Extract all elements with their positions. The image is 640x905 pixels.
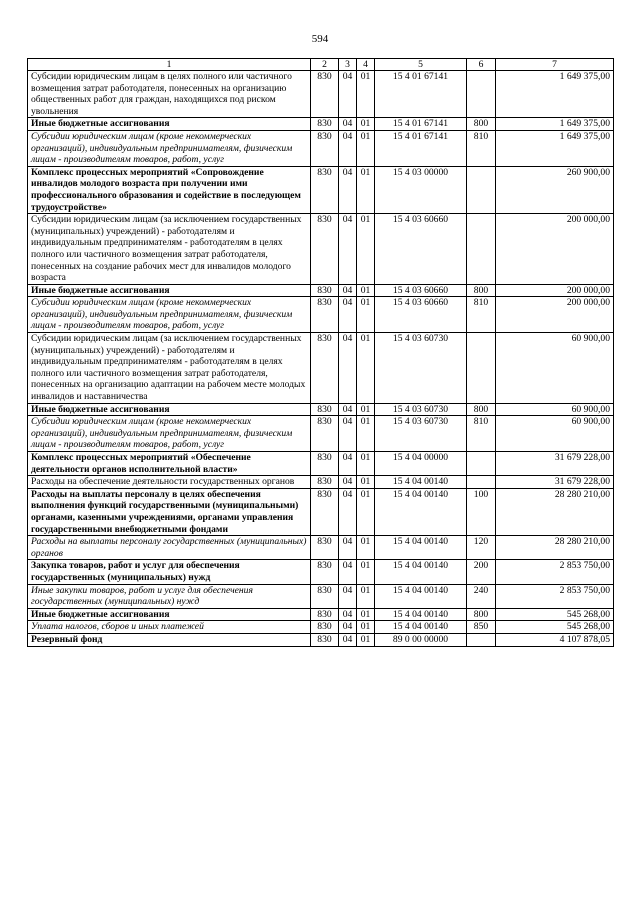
row-expense-type-cell: 810 xyxy=(467,416,496,452)
row-ministry-code-cell: 830 xyxy=(311,608,339,621)
row-name-cell: Иные бюджетные ассигнования xyxy=(28,403,311,416)
row-section-cell: 04 xyxy=(339,536,357,560)
row-amount-cell: 1 649 375,00 xyxy=(496,118,614,131)
table-row xyxy=(28,621,614,634)
row-amount-cell: 31 679 228,00 xyxy=(496,476,614,489)
row-target-article-cell: 15 4 03 60660 xyxy=(375,297,467,333)
row-ministry-code-cell: 830 xyxy=(311,621,339,634)
row-section-cell: 04 xyxy=(339,130,357,166)
row-ministry-code-cell: 830 xyxy=(311,333,339,404)
row-target-article-cell: 15 4 03 00000 xyxy=(375,166,467,213)
row-expense-type-cell: 810 xyxy=(467,297,496,333)
table-row xyxy=(28,584,614,608)
row-ministry-code-cell: 830 xyxy=(311,403,339,416)
table-row xyxy=(28,297,614,333)
table-row xyxy=(28,488,614,535)
row-amount-cell: 1 649 375,00 xyxy=(496,71,614,118)
table-row xyxy=(28,633,614,646)
row-subsection-cell: 01 xyxy=(357,536,375,560)
table-row xyxy=(28,130,614,166)
row-name-cell: Субсидии юридическим лицам (за исключением государственных (муниципальных) учреждений) - работодателям и индивидуальным предпринимателям - работодателям в целях полного или частичного возмещения затрат работодателя, понесенных на организацию адаптации на рабочем месте молодых инвалидов и наставничества xyxy=(28,333,311,404)
row-amount-cell: 60 900,00 xyxy=(496,416,614,452)
row-ministry-code-cell: 830 xyxy=(311,166,339,213)
row-subsection-cell: 01 xyxy=(357,297,375,333)
row-ministry-code-cell: 830 xyxy=(311,297,339,333)
row-section-cell: 04 xyxy=(339,333,357,404)
row-target-article-cell: 15 4 04 00140 xyxy=(375,560,467,584)
row-target-article-cell: 15 4 04 00140 xyxy=(375,621,467,634)
row-target-article-cell: 15 4 04 00140 xyxy=(375,488,467,535)
row-target-article-cell: 15 4 04 00140 xyxy=(375,608,467,621)
row-subsection-cell: 01 xyxy=(357,130,375,166)
row-amount-cell: 28 280 210,00 xyxy=(496,488,614,535)
row-section-cell: 04 xyxy=(339,403,357,416)
row-section-cell: 04 xyxy=(339,452,357,476)
row-section-cell: 04 xyxy=(339,488,357,535)
row-subsection-cell: 01 xyxy=(357,403,375,416)
row-name-cell: Иные закупки товаров, работ и услуг для обеспечения государственных (муниципальных) нужд xyxy=(28,584,311,608)
row-expense-type-cell xyxy=(467,71,496,118)
column-header-4: 4 xyxy=(357,59,375,71)
row-amount-cell: 545 268,00 xyxy=(496,621,614,634)
row-ministry-code-cell: 830 xyxy=(311,584,339,608)
row-ministry-code-cell: 830 xyxy=(311,488,339,535)
row-amount-cell: 4 107 878,05 xyxy=(496,633,614,646)
row-amount-cell: 2 853 750,00 xyxy=(496,584,614,608)
row-subsection-cell: 01 xyxy=(357,416,375,452)
row-subsection-cell: 01 xyxy=(357,333,375,404)
table-row xyxy=(28,536,614,560)
table-row xyxy=(28,608,614,621)
column-header-1: 1 xyxy=(28,59,311,71)
row-name-cell: Субсидии юридическим лицам (кроме некоммерческих организаций), индивидуальным предпринимателям, физическим лицам - производителям товаров, работ, услуг xyxy=(28,416,311,452)
row-subsection-cell: 01 xyxy=(357,633,375,646)
row-section-cell: 04 xyxy=(339,118,357,131)
row-target-article-cell: 89 0 00 00000 xyxy=(375,633,467,646)
table-body xyxy=(28,71,614,647)
row-amount-cell: 1 649 375,00 xyxy=(496,130,614,166)
row-name-cell: Субсидии юридическим лицам в целях полного или частичного возмещения затрат работодателя, понесенных на организацию общественных работ для граждан, находящихся под риском увольнения xyxy=(28,71,311,118)
row-target-article-cell: 15 4 04 00000 xyxy=(375,452,467,476)
row-section-cell: 04 xyxy=(339,214,357,285)
row-target-article-cell: 15 4 03 60660 xyxy=(375,284,467,297)
row-subsection-cell: 01 xyxy=(357,452,375,476)
row-name-cell: Уплата налогов, сборов и иных платежей xyxy=(28,621,311,634)
row-amount-cell: 200 000,00 xyxy=(496,284,614,297)
row-name-cell: Расходы на выплаты персоналу в целях обеспечения выполнения функций государственными (муниципальными) органами, казенными учреждениями, органами управления государственными внебюджетными фондами xyxy=(28,488,311,535)
row-name-cell: Субсидии юридическим лицам (кроме некоммерческих организаций), индивидуальным предпринимателям, физическим лицам - производителям товаров, работ, услуг xyxy=(28,297,311,333)
row-section-cell: 04 xyxy=(339,166,357,213)
row-target-article-cell: 15 4 03 60730 xyxy=(375,333,467,404)
row-amount-cell: 60 900,00 xyxy=(496,333,614,404)
row-section-cell: 04 xyxy=(339,71,357,118)
column-header-2: 2 xyxy=(311,59,339,71)
row-subsection-cell: 01 xyxy=(357,166,375,213)
row-subsection-cell: 01 xyxy=(357,560,375,584)
row-ministry-code-cell: 830 xyxy=(311,476,339,489)
table-row xyxy=(28,560,614,584)
row-subsection-cell: 01 xyxy=(357,71,375,118)
row-section-cell: 04 xyxy=(339,584,357,608)
row-target-article-cell: 15 4 04 00140 xyxy=(375,536,467,560)
row-expense-type-cell xyxy=(467,476,496,489)
row-name-cell: Иные бюджетные ассигнования xyxy=(28,284,311,297)
row-section-cell: 04 xyxy=(339,476,357,489)
table-row xyxy=(28,403,614,416)
row-section-cell: 04 xyxy=(339,297,357,333)
row-subsection-cell: 01 xyxy=(357,584,375,608)
row-amount-cell: 2 853 750,00 xyxy=(496,560,614,584)
row-amount-cell: 545 268,00 xyxy=(496,608,614,621)
row-subsection-cell: 01 xyxy=(357,284,375,297)
row-expense-type-cell: 200 xyxy=(467,560,496,584)
table-row xyxy=(28,284,614,297)
row-section-cell: 04 xyxy=(339,633,357,646)
row-expense-type-cell xyxy=(467,166,496,213)
row-name-cell: Субсидии юридическим лицам (кроме некоммерческих организаций), индивидуальным предпринимателям, физическим лицам - производителям товаров, работ, услуг xyxy=(28,130,311,166)
row-ministry-code-cell: 830 xyxy=(311,536,339,560)
row-expense-type-cell: 120 xyxy=(467,536,496,560)
row-target-article-cell: 15 4 04 00140 xyxy=(375,476,467,489)
row-expense-type-cell: 810 xyxy=(467,130,496,166)
page-number: 594 xyxy=(311,33,329,45)
row-target-article-cell: 15 4 03 60730 xyxy=(375,416,467,452)
row-expense-type-cell: 800 xyxy=(467,403,496,416)
row-section-cell: 04 xyxy=(339,560,357,584)
row-target-article-cell: 15 4 04 00140 xyxy=(375,584,467,608)
row-ministry-code-cell: 830 xyxy=(311,71,339,118)
row-expense-type-cell: 240 xyxy=(467,584,496,608)
row-name-cell: Резервный фонд xyxy=(28,633,311,646)
row-name-cell: Комплекс процессных мероприятий «Сопровождение инвалидов молодого возраста при получении ими профессионального образования и содействие в последующем трудоустройстве» xyxy=(28,166,311,213)
row-section-cell: 04 xyxy=(339,608,357,621)
column-header-5: 5 xyxy=(375,59,467,71)
row-target-article-cell: 15 4 01 67141 xyxy=(375,71,467,118)
table-row xyxy=(28,71,614,118)
row-section-cell: 04 xyxy=(339,416,357,452)
column-header-3: 3 xyxy=(339,59,357,71)
row-subsection-cell: 01 xyxy=(357,476,375,489)
row-name-cell: Иные бюджетные ассигнования xyxy=(28,118,311,131)
row-amount-cell: 260 900,00 xyxy=(496,166,614,213)
row-ministry-code-cell: 830 xyxy=(311,560,339,584)
table-row xyxy=(28,452,614,476)
row-expense-type-cell: 800 xyxy=(467,118,496,131)
table-row xyxy=(28,416,614,452)
row-amount-cell: 200 000,00 xyxy=(496,214,614,285)
row-name-cell: Закупка товаров, работ и услуг для обеспечения государственных (муниципальных) нужд xyxy=(28,560,311,584)
row-amount-cell: 31 679 228,00 xyxy=(496,452,614,476)
table-header-row xyxy=(28,59,614,71)
row-ministry-code-cell: 830 xyxy=(311,416,339,452)
row-subsection-cell: 01 xyxy=(357,621,375,634)
row-subsection-cell: 01 xyxy=(357,214,375,285)
row-target-article-cell: 15 4 01 67141 xyxy=(375,130,467,166)
row-expense-type-cell xyxy=(467,452,496,476)
row-target-article-cell: 15 4 03 60660 xyxy=(375,214,467,285)
row-ministry-code-cell: 830 xyxy=(311,633,339,646)
row-name-cell: Субсидии юридическим лицам (за исключением государственных (муниципальных) учреждений) - работодателям и индивидуальным предпринимателям - работодателям в целях полного или частичного возмещения затрат работодателя, понесенных на создание рабочих мест для инвалидов молодого возраста xyxy=(28,214,311,285)
row-name-cell: Расходы на выплаты персоналу государственных (муниципальных) органов xyxy=(28,536,311,560)
table-row xyxy=(28,118,614,131)
row-target-article-cell: 15 4 01 67141 xyxy=(375,118,467,131)
row-expense-type-cell: 800 xyxy=(467,284,496,297)
table-row xyxy=(28,476,614,489)
row-target-article-cell: 15 4 03 60730 xyxy=(375,403,467,416)
row-expense-type-cell: 800 xyxy=(467,608,496,621)
row-ministry-code-cell: 830 xyxy=(311,284,339,297)
row-expense-type-cell xyxy=(467,214,496,285)
row-subsection-cell: 01 xyxy=(357,118,375,131)
row-ministry-code-cell: 830 xyxy=(311,118,339,131)
table-row xyxy=(28,333,614,404)
budget-table xyxy=(27,58,614,647)
row-subsection-cell: 01 xyxy=(357,608,375,621)
table-row xyxy=(28,214,614,285)
row-subsection-cell: 01 xyxy=(357,488,375,535)
row-name-cell: Иные бюджетные ассигнования xyxy=(28,608,311,621)
row-amount-cell: 200 000,00 xyxy=(496,297,614,333)
row-ministry-code-cell: 830 xyxy=(311,130,339,166)
row-amount-cell: 28 280 210,00 xyxy=(496,536,614,560)
column-header-7: 7 xyxy=(496,59,614,71)
row-ministry-code-cell: 830 xyxy=(311,214,339,285)
row-name-cell: Комплекс процессных мероприятий «Обеспечение деятельности органов исполнительной власти» xyxy=(28,452,311,476)
row-ministry-code-cell: 830 xyxy=(311,452,339,476)
row-amount-cell: 60 900,00 xyxy=(496,403,614,416)
row-expense-type-cell: 850 xyxy=(467,621,496,634)
row-section-cell: 04 xyxy=(339,621,357,634)
row-expense-type-cell: 100 xyxy=(467,488,496,535)
column-header-6: 6 xyxy=(467,59,496,71)
row-expense-type-cell xyxy=(467,333,496,404)
row-section-cell: 04 xyxy=(339,284,357,297)
row-expense-type-cell xyxy=(467,633,496,646)
row-name-cell: Расходы на обеспечение деятельности государственных органов xyxy=(28,476,311,489)
table-row xyxy=(28,166,614,213)
